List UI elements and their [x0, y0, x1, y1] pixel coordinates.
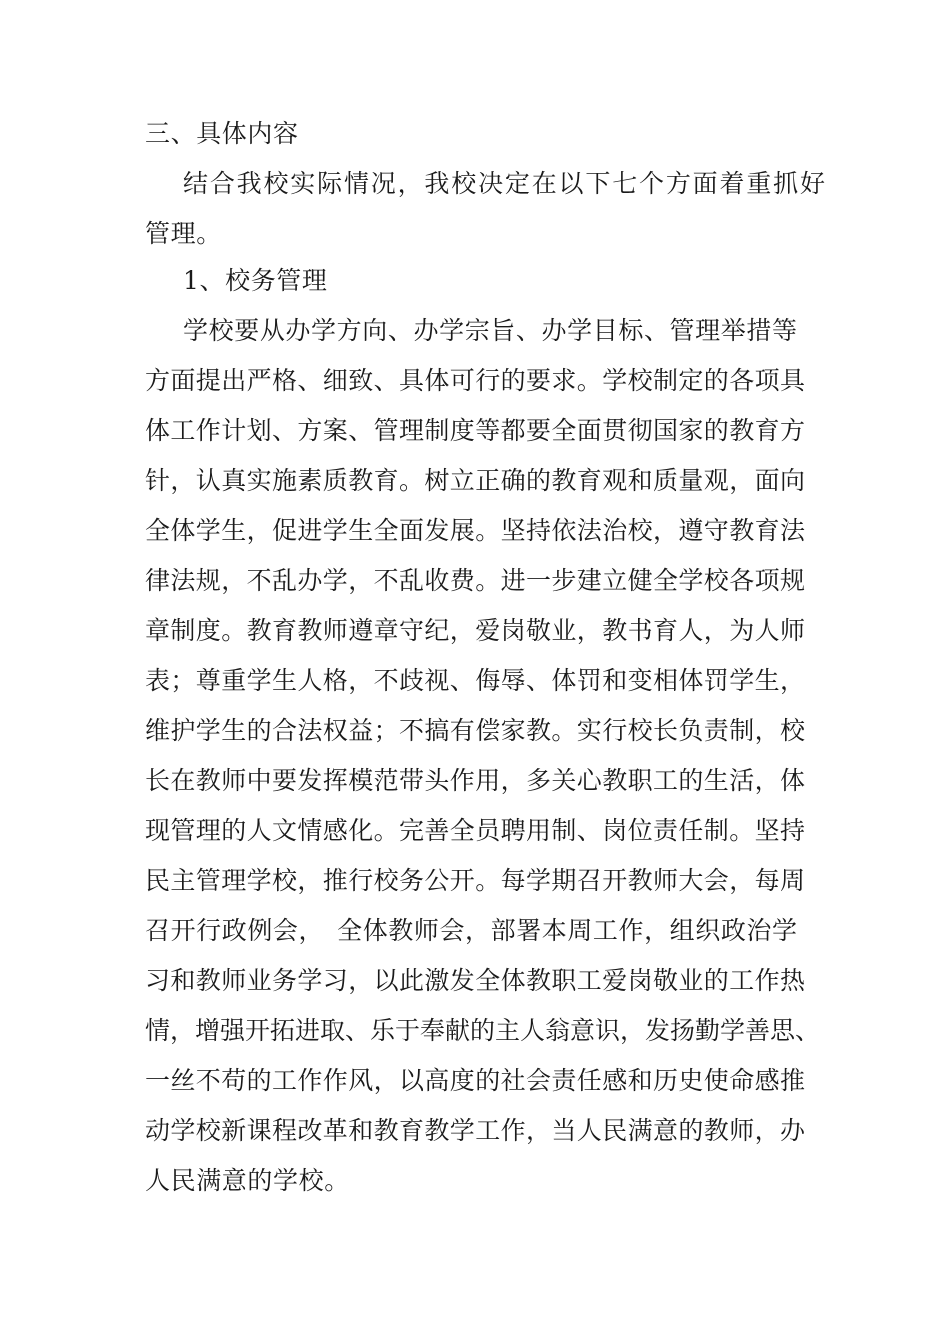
body-line: 现管理的人文情感化。完善全员聘用制、岗位责任制。坚持	[145, 816, 805, 845]
body-line: 体工作计划、方案、管理制度等都要全面贯彻国家的教育方	[145, 416, 805, 445]
body-line: 动学校新课程改革和教育教学工作，当人民满意的教师，办	[145, 1116, 805, 1145]
body-line: 方面提出严格、细致、具体可行的要求。学校制定的各项具	[145, 366, 805, 395]
body-line: 民主管理学校，推行校务公开。每学期召开教师大会，每周	[145, 866, 805, 895]
body-line: 章制度。教育教师遵章守纪，爱岗敬业，教书育人，为人师	[145, 616, 805, 645]
body-line: 习和教师业务学习，以此激发全体教职工爱岗敬业的工作热	[145, 966, 805, 995]
body-line: 一丝不苟的工作作风，以高度的社会责任感和历史使命感推	[145, 1066, 805, 1095]
section-heading: 三、具体内容	[145, 119, 299, 148]
intro-line: 结合我校实际情况，我校决定在以下七个方面着重抓好	[183, 169, 825, 198]
body-line: 召开行政例会， 全体教师会，部署本周工作，组织政治学	[145, 916, 797, 945]
body-line: 律法规，不乱办学，不乱收费。进一步建立健全学校各项规	[145, 566, 805, 595]
body-line: 情，增强开拓进取、乐于奉献的主人翁意识，发扬勤学善思、	[145, 1016, 821, 1045]
body-line: 维护学生的合法权益；不搞有偿家教。实行校长负责制，校	[145, 716, 805, 745]
intro-line: 管理。	[145, 219, 222, 248]
body-line: 针，认真实施素质教育。树立正确的教育观和质量观，面向	[145, 466, 805, 495]
body-line: 长在教师中要发挥模范带头作用，多关心教职工的生活，体	[145, 766, 805, 795]
body-line: 人民满意的学校。	[145, 1166, 350, 1195]
body-line: 表；尊重学生人格，不歧视、侮辱、体罚和变相体罚学生，	[145, 666, 805, 695]
subsection-heading: 1、校务管理	[183, 266, 328, 295]
body-line: 学校要从办学方向、办学宗旨、办学目标、管理举措等	[183, 316, 797, 345]
body-line: 全体学生，促进学生全面发展。坚持依法治校，遵守教育法	[145, 516, 805, 545]
